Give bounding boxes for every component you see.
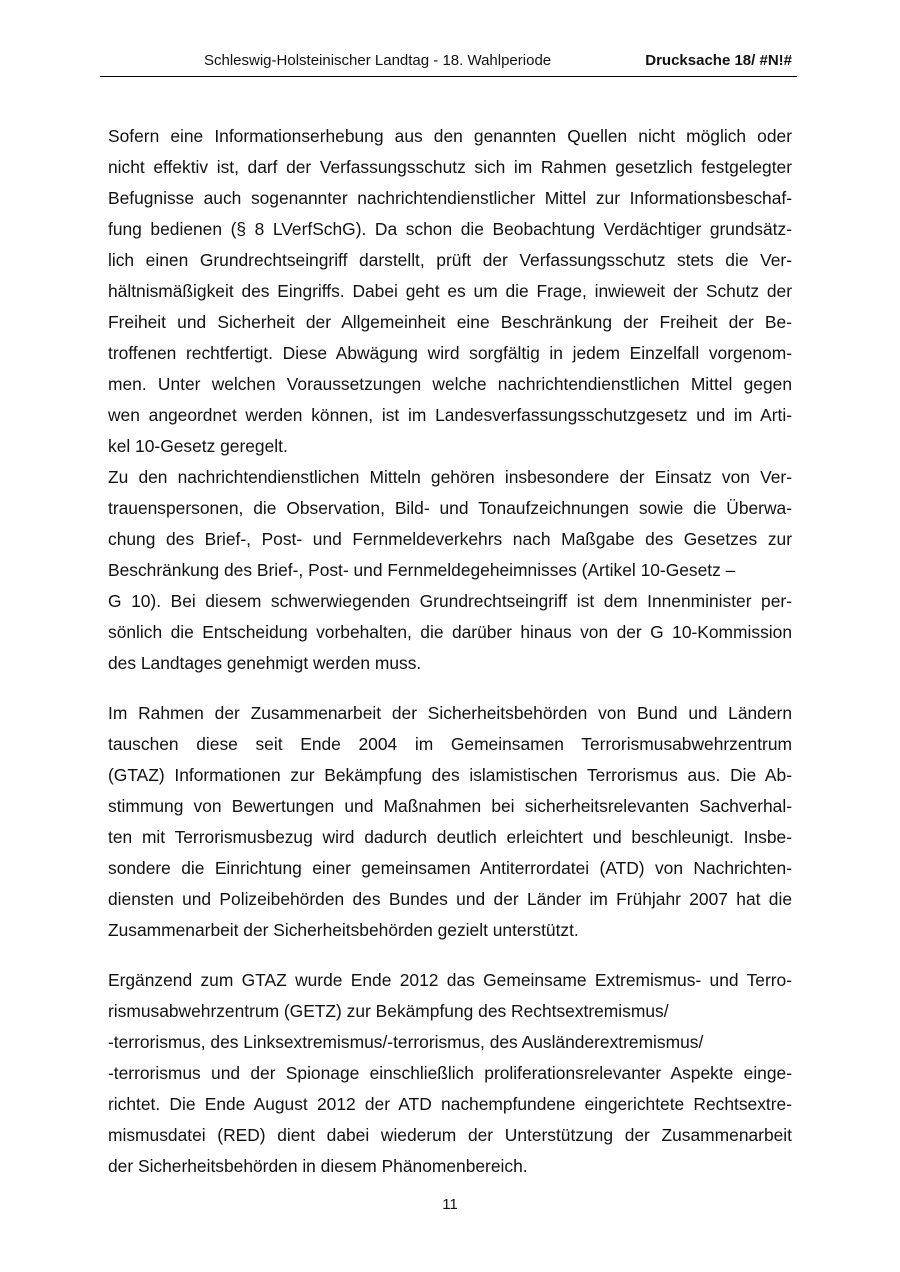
paragraph-getz (108, 965, 792, 1182)
page-header (100, 50, 797, 77)
text-line: mismusdatei (RED) dient dabei wiederum der Unterstützung der Zusammenarbeit (108, 1125, 792, 1145)
paragraph-gap (108, 946, 792, 965)
text-line: richtet. Die Ende August 2012 der ATD nachempfundene eingerichtete Rechtsextre- (108, 1094, 792, 1114)
text-line: der Sicherheitsbehörden in diesem Phänomenbereich. (108, 1156, 528, 1176)
text-line: kel 10-Gesetz geregelt. (108, 436, 288, 456)
text-line: diensten und Polizeibehörden des Bundes und der Länder im Frühjahr 2007 hat die (108, 889, 792, 909)
text-line: G 10). Bei diesem schwerwiegenden Grundrechtseingriff ist dem Innenminister per- (108, 591, 792, 611)
paragraph-information-gathering (108, 121, 792, 462)
text-line: nicht effektiv ist, darf der Verfassungsschutz sich im Rahmen gesetzlich festgelegter (108, 157, 792, 177)
text-line: lich einen Grundrechtseingriff darstellt, prüft der Verfassungsschutz stets die Ver- (108, 250, 792, 270)
text-line: (GTAZ) Informationen zur Bekämpfung des islamistischen Terrorismus aus. Die Ab- (108, 765, 792, 785)
text-line: Ergänzend zum GTAZ wurde Ende 2012 das Gemeinsame Extremismus- und Terro- (108, 970, 792, 990)
paragraph-gap (108, 679, 792, 698)
text-line: Im Rahmen der Zusammenarbeit der Sicherheitsbehörden von Bund und Ländern (108, 703, 792, 723)
text-line: sönlich die Entscheidung vorbehalten, die darüber hinaus von der G 10-Kommission (108, 622, 792, 642)
text-line: stimmung von Bewertungen und Maßnahmen bei sicherheitsrelevanten Sachverhal- (108, 796, 792, 816)
body-text (108, 121, 792, 1182)
text-line: rismusabwehrzentrum (GETZ) zur Bekämpfung des Rechtsextremismus/ (108, 1001, 669, 1021)
text-line: tauschen diese seit Ende 2004 im Gemeinsamen Terrorismusabwehrzentrum (108, 734, 792, 754)
text-line: -terrorismus, des Linksextremismus/-terrorismus, des Ausländerextremismus/ (108, 1032, 704, 1052)
text-line: men. Unter welchen Voraussetzungen welche nachrichtendienstlichen Mittel gegen (108, 374, 792, 394)
paragraph-gtaz (108, 698, 792, 946)
text-line: trauenspersonen, die Observation, Bild- und Tonaufzeichnungen sowie die Überwa- (108, 498, 792, 518)
text-line: sondere die Einrichtung einer gemeinsamen Antiterrordatei (ATD) von Nachrichten- (108, 858, 792, 878)
text-line: hältnismäßigkeit des Eingriffs. Dabei geht es um die Frage, inwieweit der Schutz der (108, 281, 792, 301)
text-line: Freiheit und Sicherheit der Allgemeinheit eine Beschränkung der Freiheit der Be- (108, 312, 792, 332)
header-document-number: Drucksache 18/ #N!# (645, 52, 792, 69)
text-line: fung bedienen (§ 8 LVerfSchG). Da schon die Beobachtung Verdächtiger grundsätz- (108, 219, 792, 239)
text-line: Beschränkung des Brief-, Post- und Fernmeldegeheimnisses (Artikel 10-Gesetz – (108, 560, 736, 580)
text-line: Sofern eine Informationserhebung aus den genannten Quellen nicht möglich oder (108, 126, 792, 146)
text-line: Zu den nachrichtendienstlichen Mitteln gehören insbesondere der Einsatz von Ver- (108, 467, 792, 487)
text-line: -terrorismus und der Spionage einschließlich proliferationsrelevanter Aspekte einge- (108, 1063, 792, 1083)
text-line: chung des Brief-, Post- und Fernmeldeverkehrs nach Maßgabe des Gesetzes zur (108, 529, 792, 549)
text-line: ten mit Terrorismusbezug wird dadurch deutlich erleichtert und beschleunigt. Insbe- (108, 827, 792, 847)
header-title: Schleswig-Holsteinischer Landtag - 18. Wahlperiode (204, 52, 552, 69)
text-line: des Landtages genehmigt werden muss. (108, 653, 422, 673)
text-line: Zusammenarbeit der Sicherheitsbehörden gezielt unterstützt. (108, 920, 579, 940)
page-number: 11 (442, 1196, 458, 1213)
text-line: troffenen rechtfertigt. Diese Abwägung wird sorgfältig in jedem Einzelfall vorgenom- (108, 343, 792, 363)
text-line: wen angeordnet werden können, ist im Landesverfassungsschutzgesetz und im Arti- (108, 405, 792, 425)
text-line: Befugnisse auch sogenannter nachrichtendienstlicher Mittel zur Informationsbeschaf- (108, 188, 792, 208)
paragraph-intelligence-means (108, 462, 792, 679)
